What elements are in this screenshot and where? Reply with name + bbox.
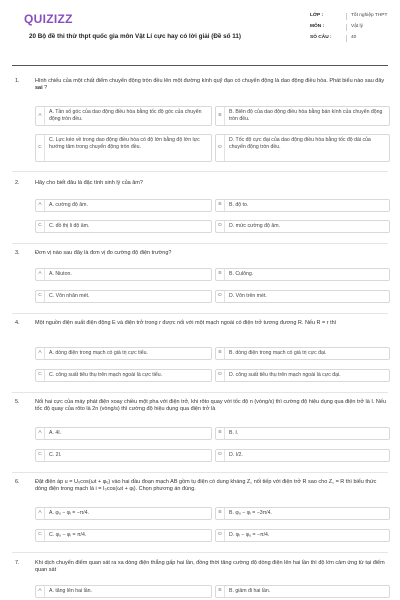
option-text: B. Culông. <box>229 271 254 278</box>
option-text: A. Tần số góc của dao động điều hòa bằng tốc độ góc của chuyển động tròn đều. <box>49 109 202 122</box>
option-b[interactable] <box>215 347 390 360</box>
option-letter: B <box>216 508 225 519</box>
question-number: 1. <box>15 78 20 84</box>
option-letter: B <box>216 107 225 125</box>
option-letter: A <box>36 200 45 211</box>
option-c[interactable] <box>35 529 212 542</box>
option-text: C. Vôn nhân mét. <box>49 293 90 300</box>
option-text: A. dòng điện trong mạch có giá trị cực tiểu. <box>49 350 148 357</box>
question-number: 2. <box>15 180 20 186</box>
option-letter: D <box>216 135 225 161</box>
question-divider <box>12 313 388 314</box>
option-text: B. giảm đi hai lần. <box>229 588 271 595</box>
option-c[interactable] <box>35 134 212 162</box>
option-text: A. cường độ âm. <box>49 202 88 209</box>
option-letter: B <box>216 200 225 211</box>
option-text: B. độ to. <box>229 202 249 209</box>
option-text: D. Vôn trên mét. <box>229 293 267 300</box>
option-letter: C <box>36 135 45 161</box>
option-letter: B <box>216 348 225 359</box>
option-a[interactable] <box>35 268 212 281</box>
option-text: B. dòng điện trong mạch có giá trị cực đại. <box>229 350 327 357</box>
option-text: B. I. <box>229 430 239 437</box>
option-text: C. 2I. <box>49 452 62 459</box>
option-letter: A <box>36 428 45 439</box>
meta-row-subject <box>310 22 400 33</box>
option-text: A. tăng lên hai lần. <box>49 588 92 595</box>
option-b[interactable] <box>215 199 390 212</box>
option-d[interactable] <box>215 369 390 382</box>
option-b[interactable] <box>215 268 390 281</box>
option-d[interactable] <box>215 134 390 162</box>
option-letter: D <box>216 221 225 232</box>
question-number: 4. <box>15 320 20 326</box>
option-c[interactable] <box>35 449 212 462</box>
option-text: D. φᵢ − φᵤ = −π/4. <box>229 532 270 539</box>
option-d[interactable] <box>215 290 390 303</box>
option-letter: D <box>216 530 225 541</box>
question-divider <box>12 472 388 473</box>
header-divider <box>12 65 388 66</box>
question-text: Đặt điện áp u = U₀cos(ωt + φᵤ) vào hai đầu đoạn mạch AB gồm tụ điện có dung kháng Z꜀ nối tiếp với điện trở R sao cho Z꜀ = R thì biểu thức dòng điện trong mạch là i = I₀cos(ωt + φᵢ). Chọn phương án đúng. <box>35 479 377 493</box>
option-b[interactable] <box>215 427 390 440</box>
option-text: A. 4I. <box>49 430 62 437</box>
meta-row-class <box>310 11 400 22</box>
meta-label: SỐ CÂU : <box>310 35 332 41</box>
option-letter: A <box>36 508 45 519</box>
option-text: D. Tốc độ cực đại của dao động điều hòa bằng tốc độ dài của chuyển động tròn đều. <box>229 137 371 150</box>
option-c[interactable] <box>35 290 212 303</box>
worksheet-header <box>12 0 388 46</box>
option-a[interactable] <box>35 199 212 212</box>
option-b[interactable] <box>215 585 390 598</box>
question-text: Nối hai cực của máy phát điện xoay chiều một pha với điện trở, khi rôto quay với tốc độ n (vòng/s) thì cường độ hiệu dụng qua điện trở là I. Nếu tốc độ quay của rôto là 2n (vòng/s) thì cường độ hiệu dụng qua điện trở là <box>35 399 387 413</box>
option-letter: A <box>36 269 45 280</box>
question-divider <box>12 171 388 172</box>
meta-label: MÔN : <box>310 24 325 30</box>
option-letter: C <box>36 221 45 232</box>
option-text: D. công suất tiêu thụ trên mạch ngoài là cực đại. <box>229 372 341 379</box>
question-emphasis: sai <box>35 85 43 92</box>
option-text: D. I/2. <box>229 452 243 459</box>
question-number: 7. <box>15 560 20 566</box>
option-letter: B <box>216 586 225 597</box>
question-text: Đơn vị nào sau đây là đơn vị đo cường độ điện trường? <box>35 250 172 256</box>
worksheet-meta <box>310 11 400 44</box>
option-letter: C <box>36 370 45 381</box>
quizizz-logo: QUIZIZZ <box>24 12 73 26</box>
option-letter: C <box>36 450 45 461</box>
option-text: C. Lực kéo về trong dao động điều hòa có độ lớn bằng độ lớn lực hướng tâm trong chuyển động tròn đều. <box>49 137 200 150</box>
question-text: Một nguồn điện suất điện động E và điện trở trong r được nối với một mạch ngoài có điện trở tương đương R. Nếu R = r thì <box>35 320 337 326</box>
option-a[interactable] <box>35 585 212 598</box>
question-number: 3. <box>15 250 20 256</box>
option-letter: D <box>216 370 225 381</box>
option-text: B. φᵤ − φᵢ = −3π/4. <box>229 510 272 517</box>
option-d[interactable] <box>215 220 390 233</box>
option-c[interactable] <box>35 220 212 233</box>
question-text-main: Hình chiếu của một chất điểm chuyển động tròn đều lên một đường kính quỹ đạo có chuyển động là dao động điều hòa. Phát biểu nào sau đây <box>35 78 385 84</box>
meta-value: Tốt nghiệp THPT <box>346 13 400 19</box>
option-letter: C <box>36 291 45 302</box>
meta-label: LỚP : <box>310 13 324 19</box>
option-b[interactable] <box>215 507 390 520</box>
option-text: C. φᵤ − φᵢ = π/4. <box>49 532 87 539</box>
option-d[interactable] <box>215 529 390 542</box>
option-text: C. công suất tiêu thụ trên mạch ngoài là cực tiểu. <box>49 372 163 379</box>
option-a[interactable] <box>35 347 212 360</box>
worksheet-title: 20 Bộ đề thi thử thpt quốc gia môn Vật Lí cực hay có lời giải (Đề số 11) <box>29 33 241 40</box>
question-divider <box>12 392 388 393</box>
option-c[interactable] <box>35 369 212 382</box>
option-a[interactable] <box>35 427 212 440</box>
option-a[interactable] <box>35 106 212 126</box>
question-number: 6. <box>15 479 20 485</box>
option-a[interactable] <box>35 507 212 520</box>
question-divider <box>12 552 388 553</box>
question-divider <box>12 243 388 244</box>
option-text: B. Biên độ của dao động điều hòa bằng bán kính của chuyển động tròn đều. <box>229 109 383 122</box>
meta-value: Vật lý <box>346 24 400 30</box>
question-number: 5. <box>15 399 20 405</box>
question-text: Hãy cho biết đâu là đặc tính sinh lý của âm? <box>35 180 143 186</box>
question-text <box>35 78 390 93</box>
option-letter: D <box>216 291 225 302</box>
option-letter: A <box>36 107 45 125</box>
option-text: A. Niuton. <box>49 271 72 278</box>
meta-row-count <box>310 33 400 44</box>
option-d[interactable] <box>215 449 390 462</box>
option-letter: C <box>36 530 45 541</box>
option-letter: D <box>216 450 225 461</box>
option-text: A. φᵤ − φᵢ = −π/4. <box>49 510 90 517</box>
option-letter: A <box>36 586 45 597</box>
option-b[interactable] <box>215 106 390 126</box>
meta-value: 40 <box>346 35 400 41</box>
question-text: Khi dịch chuyển điểm quan sát ra xa dòng điện thẳng gấp hai lần, đồng thời tăng cường độ dòng điện lên hai lần thì độ lớn cảm ứng từ tại điểm quan sát <box>35 560 385 574</box>
question-text-end: ? <box>42 85 48 92</box>
option-letter: B <box>216 269 225 280</box>
option-letter: A <box>36 348 45 359</box>
option-text: C. đồ thị li độ âm. <box>49 223 90 230</box>
option-text: D. mức cường độ âm. <box>229 223 280 230</box>
option-letter: B <box>216 428 225 439</box>
